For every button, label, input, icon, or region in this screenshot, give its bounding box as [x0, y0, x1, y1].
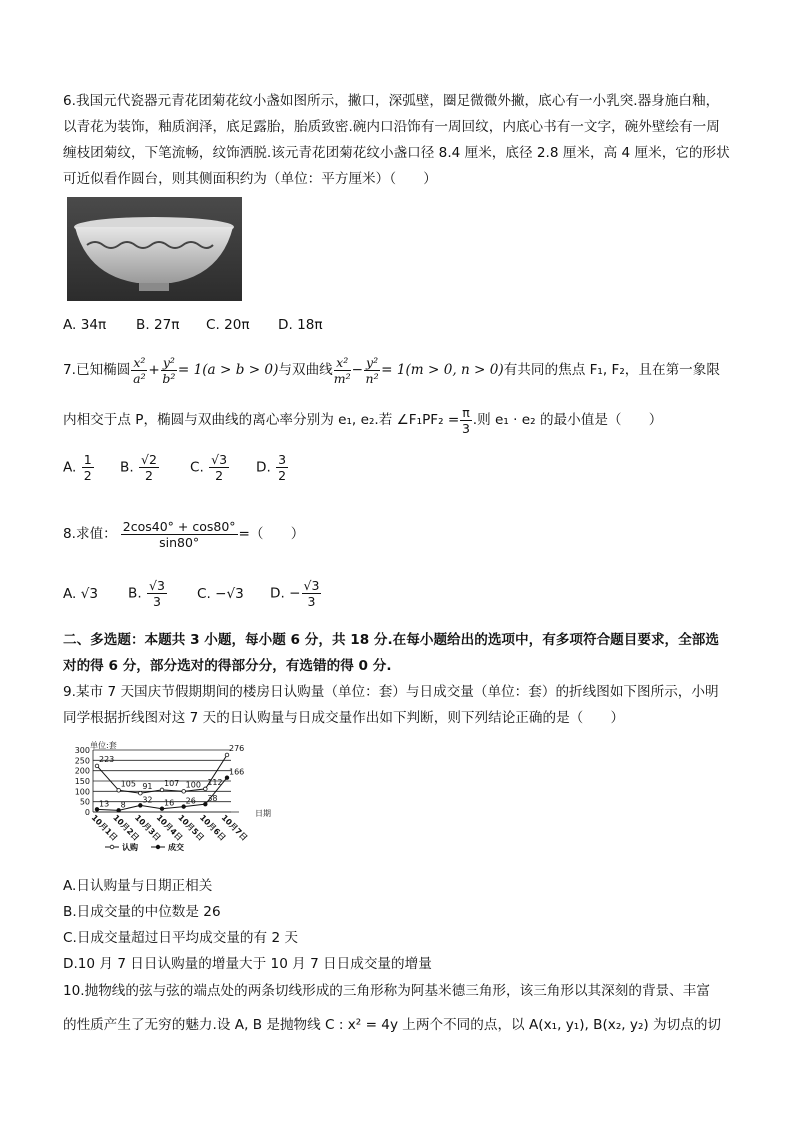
- question-10-line-1: 10.抛物线的弦与弦的端点处的两条切线形成的三角形称为阿基米德三角形，该三角形以其深刻的背景、丰富: [63, 983, 710, 999]
- q7-option-b: B. $\frac{√2}{2}$: [120, 452, 157, 483]
- data-label: 16: [164, 798, 175, 808]
- data-point: [117, 789, 121, 793]
- q7-prefix: 7.已知椭圆: [63, 362, 131, 378]
- q6-option-d: D. 18π: [278, 317, 323, 333]
- data-point: [204, 787, 208, 791]
- hyperbola-x-term: $\frac{\text{x²}}{\text{m²}}$: [333, 354, 351, 386]
- hyperbola-y-term: $\frac{\text{y²}}{\text{n²}}$: [365, 354, 379, 386]
- q7-line2-a: 内相交于点 P，椭圆与双曲线的离心率分别为 e₁, e₂.若 ∠F₁PF₂ =: [63, 412, 460, 428]
- data-label: 13: [99, 799, 110, 809]
- q8-option-d: D. − $\frac{√3}{3}$: [270, 578, 320, 609]
- data-label: 100: [185, 780, 201, 790]
- data-label: 166: [229, 767, 245, 777]
- data-label: 112: [207, 777, 223, 787]
- hyperbola-condition: = 1(m > 0, n > 0): [381, 362, 504, 378]
- q7-middle: 与双曲线: [278, 362, 333, 378]
- x-tick-label: 10月7日: [219, 813, 250, 843]
- bowl-photo: [67, 197, 242, 301]
- q7-option-d: D. $\frac{3}{2}$: [256, 452, 287, 483]
- x-tick-label: 10月4日: [154, 813, 185, 843]
- x-tick-label: 10月1日: [89, 813, 120, 843]
- x-tick-label: 10月3日: [132, 813, 163, 843]
- q8-fraction: $\frac{2\cos 40^\circ + \cos 80^\circ}{\sin 80^\circ}$: [122, 518, 236, 550]
- data-label: 32: [142, 795, 153, 805]
- q6-option-b: B. 27π: [136, 317, 180, 333]
- q9-option-a: A.日认购量与日期正相关: [63, 878, 213, 894]
- data-label: 38: [207, 794, 218, 804]
- data-point: [95, 764, 99, 768]
- question-7-line-1: 7.已知椭圆 $\frac{\text{x²}}{\text{a²}}$ + $\frac{\text{y²}}{\text{b²}}$ = 1(a > b > 0)与双曲线 $\frac{\text{x²}}{\text{m²}}$ − $\frac{\text{y²}}{\text{n²}}$ = 1(m > 0, n > 0)有共同的焦点 F₁, F₂，且在第一象限: [63, 354, 720, 386]
- y-tick-label: 50: [79, 797, 90, 807]
- question-8-line: [63, 516, 304, 552]
- data-label: 26: [185, 796, 196, 806]
- y-tick-label: 100: [74, 787, 90, 797]
- q8-suffix: =（ ）: [238, 526, 305, 542]
- ellipse-y-term: $\frac{\text{y²}}{\text{b²}}$: [162, 354, 176, 386]
- q7-option-a: A. $\frac{1}{2}$: [63, 452, 92, 483]
- data-point: [160, 788, 164, 792]
- q8-option-c: C. −√3: [197, 586, 244, 602]
- data-point: [225, 753, 229, 757]
- question-9-text: 9.某市 7 天国庆节假期期间的楼房日认购量（单位：套）与日成交量（单位：套）的折线图如下图所示，小明同学根据折线图对这 7 天的日认购量与日成交量作出如下判断，则下列结论正确的是（ ）: [63, 684, 719, 726]
- y-tick-label: 150: [74, 777, 90, 786]
- legend-label: 成交: [168, 843, 184, 852]
- question-10-line-2: 的性质产生了无穷的魅力.设 A, B 是抛物线 C : x² = 4y 上两个不同的点，以 A(x₁, y₁), B(x₂, y₂) 为切点的切: [63, 1017, 722, 1033]
- angle-fraction: $\frac{\pi}{3}$: [462, 404, 470, 436]
- data-point: [182, 790, 186, 794]
- q9-option-d: D.10 月 7 日日认购量的增量大于 10 月 7 日日成交量的增量: [63, 956, 432, 972]
- data-label: 276: [229, 743, 245, 753]
- q8-option-b: B. $\frac{√3}{3}$: [128, 578, 165, 609]
- y-axis-label: 单位:套: [90, 741, 117, 750]
- x-tick-label: 10月5日: [176, 813, 206, 843]
- x-axis-label: 日期: [255, 809, 271, 818]
- ellipse-condition: = 1(a > b > 0): [177, 362, 279, 378]
- section-2-heading: 二、多选题：本题共 3 小题，每小题 6 分，共 18 分.在每小题给出的选项中，有多项符合题目要求，全部选对的得 6 分，部分选对的得部分分，有选错的得 0 分.: [63, 632, 719, 674]
- q6-option-a: A. 34π: [63, 317, 107, 333]
- question-7-line-2: [63, 402, 662, 438]
- q9-option-b: B.日成交量的中位数是 26: [63, 904, 221, 920]
- y-tick-label: 200: [74, 766, 90, 776]
- y-tick-label: 0: [84, 808, 90, 817]
- data-label: 8: [120, 800, 126, 810]
- data-label: 223: [99, 754, 115, 764]
- x-tick-label: 10月6日: [197, 813, 228, 843]
- data-label: 91: [142, 782, 153, 792]
- data-label: 107: [164, 778, 180, 788]
- q7-suffix: 有共同的焦点 F₁, F₂，且在第一象限: [503, 362, 720, 378]
- y-tick-label: 250: [74, 756, 90, 766]
- legend-marker: [156, 845, 160, 849]
- ellipse-x-term: $\frac{\text{x²}}{\text{a²}}$: [133, 354, 146, 386]
- line-chart: [63, 740, 303, 860]
- q7-line2-b: .则 e₁ · e₂ 的最小值是（ ）: [472, 412, 663, 428]
- x-tick-label: 10月2日: [111, 813, 141, 843]
- q9-option-c: C.日成交量超过日平均成交量的有 2 天: [63, 930, 299, 946]
- q6-option-c: C. 20π: [206, 317, 250, 333]
- data-label: 105: [120, 779, 136, 789]
- question-6-text: 6.我国元代瓷器元青花团菊花纹小盏如图所示，撇口，深弧壁，圈足微微外撇，底心有一小乳突.器身施白釉，以青花为装饰，釉质润泽，底足露胎，胎质致密.碗内口沿饰有一周回纹，内底心书有一文字，碗外壁绘有一周缠枝团菊纹，下笔流畅，纹饰洒脱.该元青花团菊花纹小盏口径 8.4 厘米，底径 2.8 厘米，高 4 厘米，它的形状可近似看作圆台，则其侧面积约为（单位：平方厘米）（ ）: [63, 93, 730, 187]
- y-tick-label: 300: [74, 746, 90, 755]
- q8-option-a: A. √3: [63, 586, 99, 602]
- legend-label: 认购: [122, 843, 138, 852]
- q8-prefix: 8.求值：: [63, 526, 117, 542]
- q7-option-c: C. $\frac{√3}{2}$: [190, 452, 228, 483]
- legend-marker: [110, 845, 114, 849]
